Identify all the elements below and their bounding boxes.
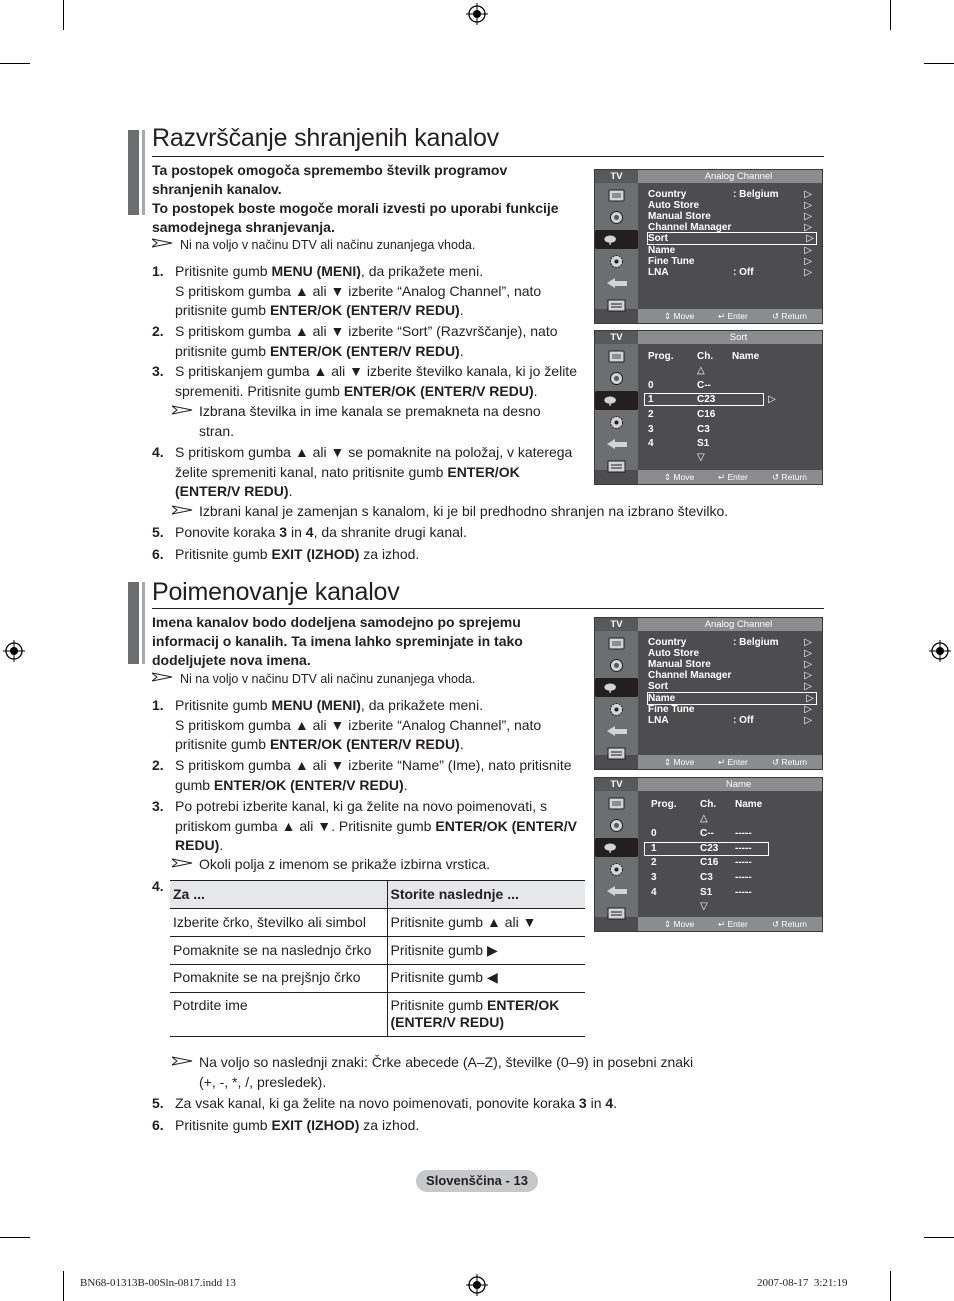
osd-title: Analog Channel [655,170,822,183]
osd-tv-label: TV [595,331,638,344]
note-arrow-icon [172,502,194,522]
osd-footer: ⇕ Move ↵ Enter ↺ Return [638,917,822,931]
osd-menu-item[interactable]: Manual Store ▷ [648,659,812,670]
osd-menu [638,631,822,755]
step: 1. Pritisnite gumb MENU (MENI), da prikažete meni. S pritiskom gumba ▲ ali ▼ izberite “Analog Channel”, nato pritisnite gumb ENTER/OK (ENTER/V REDU). [152,697,542,752]
col-name: Name [732,351,760,362]
section-rule [152,156,824,157]
osd-sidebar [595,344,638,470]
sound-icon [601,208,632,227]
table-row: Pomaknite se na prejšnjo črko Pritisnite gumb ◀ [170,965,585,993]
osd-menu-item[interactable]: LNA : Off ▷ [648,715,812,726]
osd-menu-item[interactable]: Auto Store ▷ [648,648,812,659]
table-row: Potrdite ime Pritisnite gumb ENTER/OK (ENTER/V REDU) [170,993,585,1037]
picture-icon [601,794,632,813]
osd-menu-item[interactable]: Manual Store ▷ [648,211,812,222]
osd-sidebar [595,183,638,309]
section1-note: Ni na voljo v načinu DTV ali načinu zunanjega vhoda. [152,237,582,253]
setup-icon [601,252,632,271]
step: 6. Pritisnite gumb EXIT (IZHOD) za izhod. [152,546,420,562]
intro-line: Ta postopek omogoča spremembo številk programov [152,162,508,178]
step-note: Okoli polja z imenom se prikaže izbirna vrstica. [172,855,582,875]
picture-icon [601,634,632,653]
enter-hint: ↵ Enter [718,311,748,321]
osd-tv-label: TV [595,618,638,631]
picture-icon [601,186,632,205]
osd-menu-item[interactable]: Channel Manager ▷ [648,222,812,233]
section2-intro: Imena kanalov bodo dodeljena samodejno po sprejemu informacij o kanalih. Ta imena lahko spreminjate in tako dodeljujete nova imena. [152,614,523,668]
page-number-badge: Slovenščina - 13 [416,1170,538,1192]
note-arrow-icon [152,237,174,253]
osd-title: Analog Channel [655,618,822,631]
note-arrow-icon [172,402,194,422]
step-note: Izbrani kanal je zamenjan s kanalom, ki je bil predhodno shranjen na izbrano številko. [172,502,772,522]
step: 5. Za vsak kanal, ki ga želite na novo poimenovati, ponovite koraka 3 in 4. [152,1095,618,1111]
input-icon [601,882,632,901]
osd-footer: ⇕ Move ↵ Enter ↺ Return [638,755,822,769]
crop-mark [63,0,64,30]
setup-icon [601,413,632,432]
osd-footer [638,309,822,323]
section1-intro [152,161,582,237]
note-arrow-icon [152,671,174,687]
channel-icon [595,678,638,697]
osd-tv-label: TV [595,778,638,791]
setup-icon [601,700,632,719]
section2-title: Poimenovanje kanalov [152,578,400,606]
osd-title: Sort [655,331,822,344]
registration-mark-icon [929,640,951,662]
scroll-up-icon[interactable]: △ [697,365,705,376]
osd-list: Prog. Ch. Name △ 0 C-- ----- 1 C23 ----- 2 C16 ----- 3 C3 ----- 4 S1 ----- ▽ [638,791,822,917]
footer-file-info: BN68-01313B-00Sln-0817.indd 13 [80,1277,236,1289]
note-arrow-icon [172,1053,194,1073]
channel-icon [595,391,638,410]
osd-footer: ⇕ Move ↵ Enter ↺ Return [638,470,822,484]
intro-line: To postopek boste mogoče morali izvesti po uporabi funkcije [152,200,559,216]
application-icon [601,296,632,315]
section-marker-bar [128,582,142,664]
return-hint: ↺ Return [772,311,807,321]
input-icon [601,274,632,293]
osd-analog-channel-name [594,617,823,770]
crop-mark [890,1271,891,1301]
input-icon [601,435,632,454]
footer-timestamp: 2007-08-17 ︎︎ 3:21:19 [757,1277,848,1289]
section-rule [152,608,824,609]
chars-note: Na voljo so naslednji znaki: Črke abecede (A–Z), številke (0–9) in posebni znaki (+, -, *, /, presledek). [172,1053,772,1092]
step: 3. Po potrebi izberite kanal, ki ga želite na novo poimenovati, s pritiskom gumba ▲ ali ▼. Pritisnite gumb ENTER/OK (ENTER/V REDU). [152,798,577,853]
osd-menu-item[interactable]: Fine Tune ▷ [648,256,812,267]
osd-sort-list [594,330,823,485]
osd-menu-item[interactable]: Sort ▷ [648,681,812,692]
key-table [170,880,585,1037]
osd-list: Prog. Ch. Name △ 0 C-- ▷ 1 C23 2 C16 3 C3 4 S1 ▽ [638,344,822,470]
section2-note: Ni na voljo v načinu DTV ali načinu zunanjega vhoda. [152,671,582,687]
sound-icon [601,369,632,388]
intro-line: samodejnega shranjevanja. [152,219,335,235]
input-icon [601,722,632,741]
scroll-down-icon[interactable]: ▽ [697,452,705,463]
osd-menu-item-selected[interactable]: Name ▷ [648,693,814,704]
channel-icon [595,838,638,857]
picture-icon [601,347,632,366]
osd-menu [638,183,822,309]
section1-title: Razvrščanje shranjenih kanalov [152,124,499,152]
table-row: Izberite črko, številko ali simbol Pritisnite gumb ▲ ali ▼ [170,909,585,937]
step: 1. Pritisnite gumb MENU (MENI), da prikažete meni. S pritiskom gumba ▲ ali ▼ izberite “Analog Channel”, nato pritisnite gumb ENTER/OK (ENTER/V REDU). [152,263,542,318]
osd-menu-item[interactable]: Country : Belgium ▷ [648,637,812,648]
table-row: Pomaknite se na naslednjo črko Pritisnite gumb ▶ [170,937,585,965]
move-right-icon: ▷ [768,394,776,405]
step: 4. S pritiskom gumba ▲ ali ▼ se pomaknite na položaj, v katerega želite spremeniti kanal, nato pritisnite gumb ENTER/OK (ENTER/V REDU). [152,444,573,499]
osd-menu-item[interactable]: Channel Manager ▷ [648,670,812,681]
osd-menu-item[interactable]: Country : Belgium ▷ [648,189,812,200]
osd-sidebar [595,791,638,917]
step-note: Izbrana številka in ime kanala se premakneta na desno stran. [172,402,582,441]
crop-mark [63,1271,64,1301]
section-marker-bar [128,130,142,215]
scroll-down-icon[interactable]: ▽ [700,901,708,912]
osd-tv-label: TV [595,170,638,183]
move-hint: ⇕ Move [664,311,695,321]
crop-mark [0,63,30,64]
step: 6. Pritisnite gumb EXIT (IZHOD) za izhod. [152,1117,420,1133]
note-arrow-icon [172,855,194,875]
crop-mark [0,1237,30,1238]
step: 5. Ponovite koraka 3 in 4, da shranite drugi kanal. [152,524,467,540]
scroll-up-icon[interactable]: △ [700,813,708,824]
setup-icon [601,860,632,879]
step: 2. S pritiskom gumba ▲ ali ▼ izberite “Sort” (Razvrščanje), nato pritisnite gumb ENTER/OK (ENTER/V REDU). [152,323,558,359]
col-ch: Ch. [697,351,714,362]
intro-line: shranjenih kanalov. [152,181,282,197]
col-prog: Prog. [648,351,674,362]
application-icon [601,744,632,763]
registration-mark-icon [466,1274,488,1296]
step: 3. S pritiskanjem gumba ▲ ali ▼ izberite številko kanala, ki jo želite spremeniti. Pritisnite gumb ENTER/OK (ENTER/V REDU). [152,363,577,399]
registration-mark-icon [3,640,25,662]
osd-menu-item-selected[interactable]: Sort ▷ [648,233,814,244]
sound-icon [601,656,632,675]
application-icon [601,904,632,923]
osd-analog-channel-sort [594,169,823,324]
osd-menu-item[interactable]: Fine Tune ▷ [648,704,812,715]
table-header-row: Za ... Storite naslednje ... [170,881,585,909]
sound-icon [601,816,632,835]
crop-mark [924,63,954,64]
osd-sidebar [595,631,638,755]
osd-name-list [594,777,823,932]
osd-menu-item[interactable]: LNA : Off ▷ [648,267,812,278]
osd-title: Name [655,778,822,791]
crop-mark [890,0,891,30]
step: 2. S pritiskom gumba ▲ ali ▼ izberite “Name” (Ime), nato pritisnite gumb ENTER/OK (ENTER/V REDU). [152,757,572,793]
osd-menu-item[interactable]: Auto Store ▷ [648,200,812,211]
channel-icon [595,230,638,249]
crop-mark [924,1237,954,1238]
application-icon [601,457,632,476]
osd-menu-item[interactable]: Name ▷ [648,245,812,256]
registration-mark-icon [466,3,488,25]
